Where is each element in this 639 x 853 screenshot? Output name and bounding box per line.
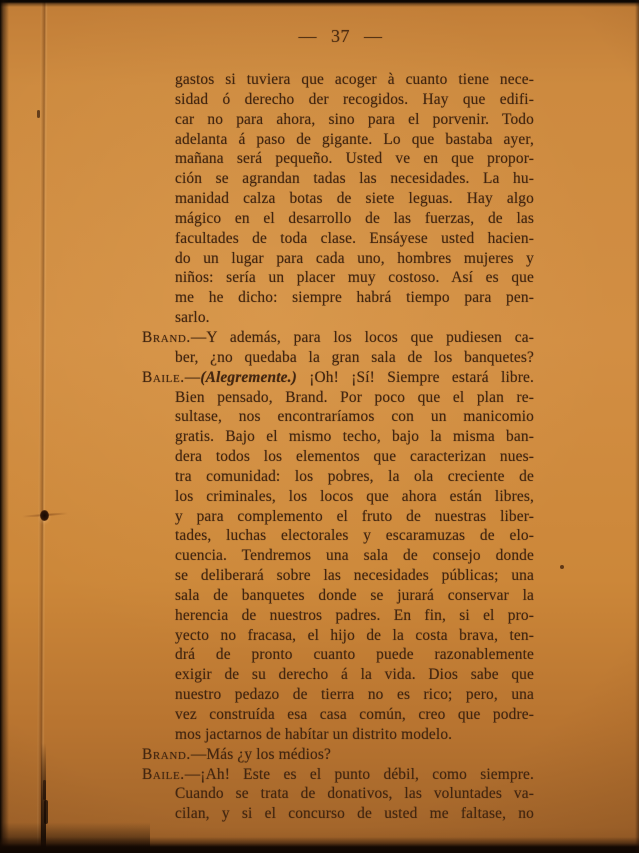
line-text: tades, luchas electorales y escaramuzas de elo-: [175, 527, 534, 545]
text-line: [142, 745, 534, 765]
line-text: gastos si tuviera que acoger à cuanto tiene nece-: [175, 71, 534, 88]
line-text: ción se agrandan tadas las necesidades. La hu-: [175, 170, 534, 188]
text-line: [142, 626, 534, 646]
photo-edge-left: [0, 0, 9, 853]
photo-edge-bottom: [0, 837, 639, 853]
text-line: [142, 765, 534, 785]
line-text: Cuando se trata de donativos, las voluntades va-: [175, 785, 534, 803]
text-line: [142, 288, 534, 308]
line-text: —Más ¿y los médios?: [190, 745, 331, 763]
line-text: sultase, nos encontraríamos con un manicomio: [175, 408, 534, 426]
line-text: nuestro pedazo de tierra no es rico; pero, una: [175, 686, 534, 704]
text-line: [142, 487, 534, 507]
line-text: dera todos los elementos que caracterizan nues-: [175, 448, 534, 466]
text-line: [142, 348, 534, 368]
text-line: [142, 586, 534, 606]
speaker-name: Baile.: [142, 368, 185, 386]
line-text: drá de pronto cuanto puede razonablemente: [175, 646, 534, 664]
text-line: [142, 546, 534, 566]
line-text: do un lugar para cada uno, hombres mujeres y: [175, 249, 534, 267]
line-text: y para complemento el fruto de nuestras liber-: [175, 507, 534, 525]
text-line: [142, 804, 534, 824]
text-line: [142, 308, 534, 328]
line-text: mágico en el desarrollo de las fuerzas, de las: [175, 209, 534, 227]
crease-nick: [37, 110, 40, 118]
text-line: [142, 705, 534, 725]
line-text: Bien pensado, Brand. Por poco que el plan re-: [175, 388, 534, 406]
line-text: herencia de nuestros padres. En fin, si el pro-: [175, 606, 534, 624]
line-text: yecto no fracasa, el hijo de la costa brava, ten-: [175, 626, 534, 644]
text-line: [142, 130, 534, 150]
speaker-name: Baile.: [142, 765, 185, 783]
line-text: niños: sería un placer muy costoso. Así es que: [175, 269, 534, 287]
line-text: ¡Oh! ¡Sí! Siempre estará libre.: [296, 368, 534, 386]
speaker-name: Brand.: [142, 328, 191, 346]
text-line: [142, 685, 534, 705]
line-text: los criminales, los locos que ahora están libres,: [175, 487, 534, 505]
stage-direction: (Alegremente.): [200, 368, 297, 386]
text-line: [142, 447, 534, 467]
page-number: — 37 —: [298, 26, 383, 46]
line-text: mos jactarnos de habítar un distrito modelo.: [175, 725, 453, 743]
text-line: [142, 566, 534, 586]
line-text: sidad ó derecho der recogidos. Hay que edifi-: [175, 90, 534, 108]
line-text: gratis. Bajo el mismo techo, bajo la misma ban-: [175, 428, 534, 446]
text-line: [142, 368, 534, 388]
line-text: —: [184, 368, 201, 386]
text-line: [142, 189, 534, 209]
text-line: [142, 507, 534, 527]
speaker-name: Brand.: [142, 745, 191, 763]
text-line: [142, 606, 534, 626]
binding-crease: [37, 0, 48, 853]
line-text: se deliberará sobre las necesidades públicas; una: [175, 567, 534, 585]
line-text: car no para ahora, sino para el porvenir. Todo: [175, 110, 534, 128]
text-line: [142, 268, 534, 288]
text-line: [142, 328, 534, 348]
text-line: [142, 229, 534, 249]
line-text: sala de banquetes donde se jurará conservar la: [175, 586, 534, 604]
text-line: [142, 725, 534, 745]
line-text: me he dicho: siempre habrá tiempo para pen-: [175, 289, 534, 307]
text-line: [142, 110, 534, 130]
photo-edge-top: [0, 0, 639, 7]
text-line: [142, 249, 534, 269]
paper-hole: [40, 510, 49, 521]
text-line: [142, 388, 534, 408]
text-line: [142, 209, 534, 229]
text-line: [142, 526, 534, 546]
text-line: [142, 169, 534, 189]
text-line: [142, 149, 534, 169]
line-text: —Y además, para los locos que pudiesen ca-: [190, 328, 534, 346]
line-text: exigir de su derecho á la vida. Dios sabe que: [175, 666, 534, 684]
text-line: [142, 407, 534, 427]
text-line: [142, 665, 534, 685]
text-line: [142, 467, 534, 487]
text-line: [142, 784, 534, 804]
text-line: [142, 645, 534, 665]
line-text: adelanta á paso de gigante. Lo que bastaba ayer,: [175, 130, 534, 148]
line-text: —¡Ah! Este es el punto débil, como siempre.: [184, 765, 534, 783]
line-text: manidad calza botas de siete leguas. Hay algo: [175, 190, 534, 208]
line-text: cilan, y si el concurso de usted me faltase, no: [175, 805, 534, 823]
line-text: cuencia. Tendremos una sala de consejo donde: [175, 547, 534, 565]
line-text: tra comunidad: los pobres, la ola creciente de: [175, 467, 534, 485]
line-text: ber, ¿no quedaba la gran sala de los banquetes?: [175, 348, 534, 366]
line-text: sarlo.: [175, 309, 210, 327]
text-line: [142, 427, 534, 447]
text-line: [142, 90, 534, 110]
line-text: mañana será pequeño. Usted ve en que propor-: [175, 150, 534, 168]
photo-edge-right: [635, 0, 639, 853]
text-line: [142, 70, 534, 90]
line-text: vez construída esa casa común, creo que podre-: [175, 706, 534, 723]
paper-speck: [560, 565, 564, 569]
text-block: [142, 70, 534, 824]
line-text: facultades de toda clase. Ensáyese usted hacien-: [175, 229, 534, 247]
